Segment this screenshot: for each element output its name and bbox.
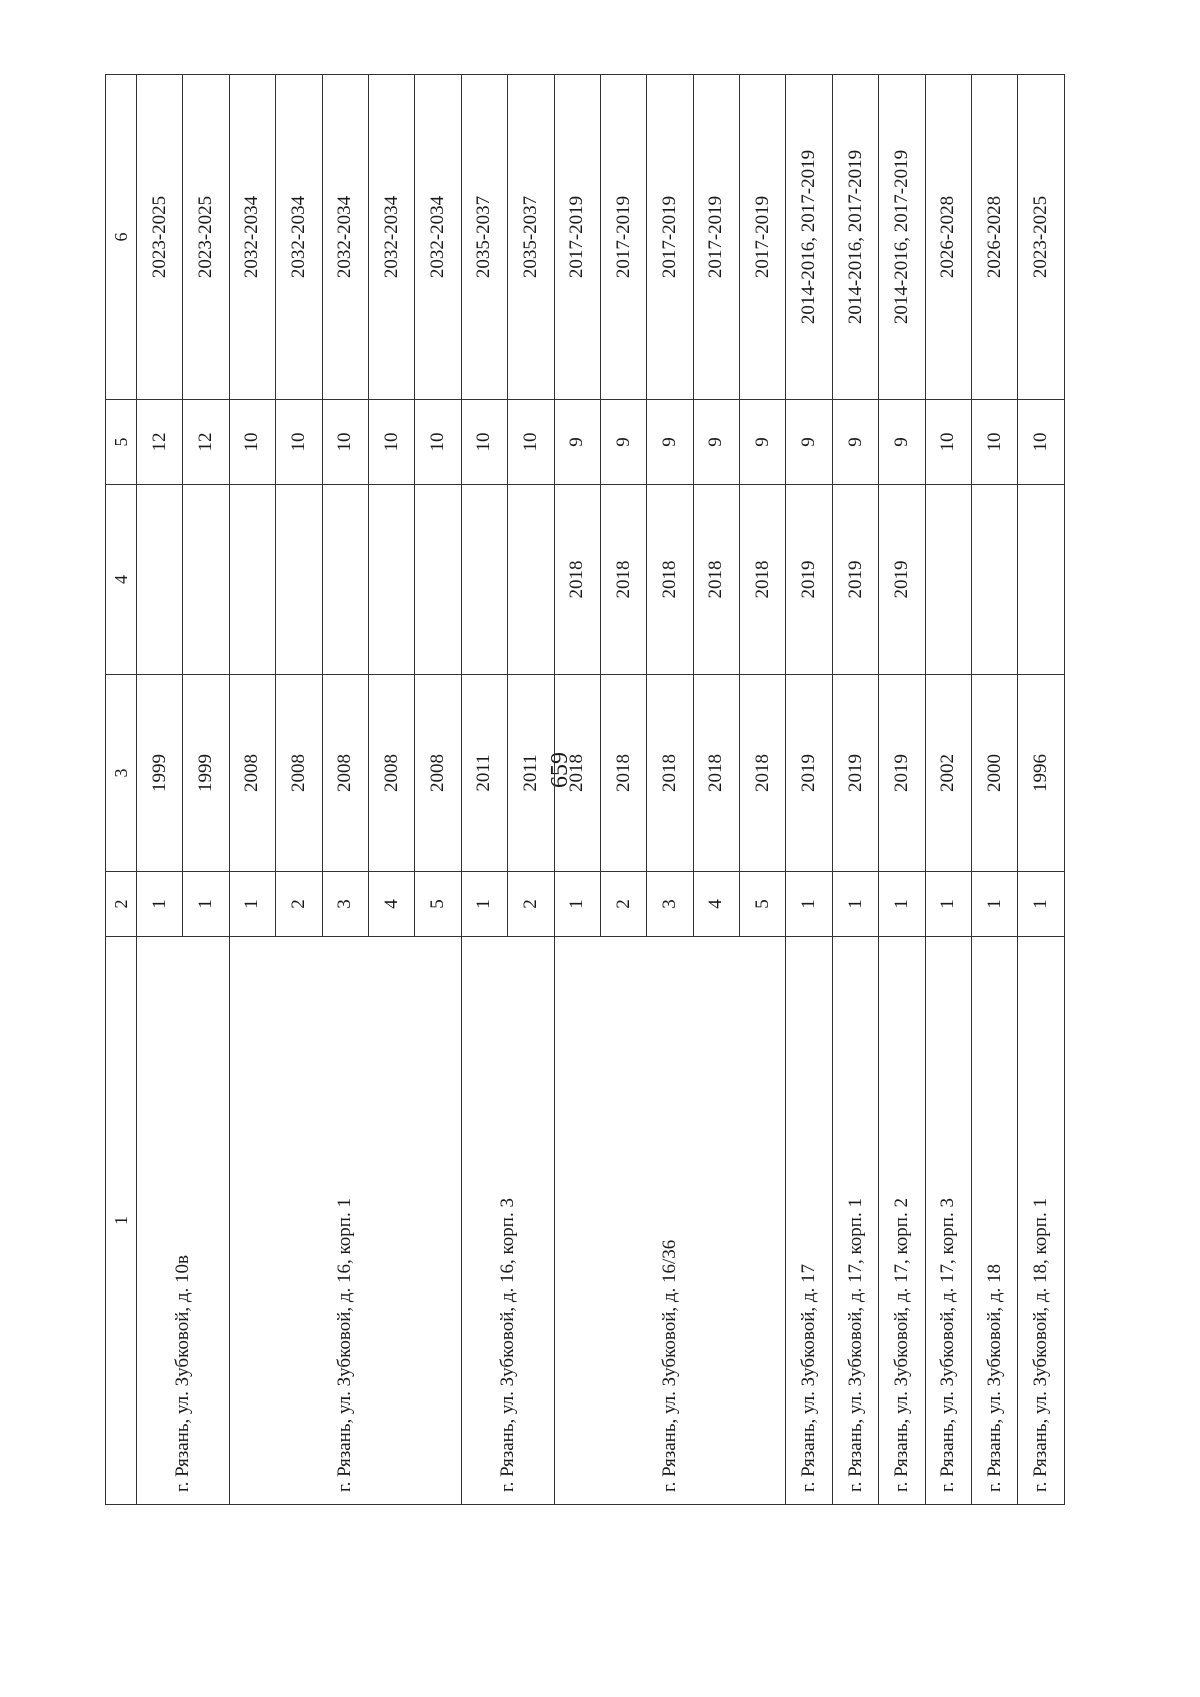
cell-c4: 2018 [740,485,786,675]
cell-c5: 9 [693,400,739,485]
page-number: 659 [547,752,573,788]
cell-c3: 2019 [832,675,878,872]
cell-c4: 2019 [832,485,878,675]
cell-c4 [183,485,229,675]
cell-c5: 10 [415,400,461,485]
cell-c6: 2032-2034 [415,75,461,400]
cell-c2: 1 [461,872,507,937]
cell-c6: 2032-2034 [368,75,414,400]
housing-table [105,74,1065,1505]
cell-c5: 9 [879,400,925,485]
cell-c6: 2026-2028 [972,75,1018,400]
cell-c2: 1 [879,872,925,937]
header-row [106,75,137,1505]
cell-c6: 2032-2034 [229,75,275,400]
cell-c2: 4 [693,872,739,937]
cell-c2: 2 [276,872,322,937]
cell-c4: 2018 [554,485,600,675]
cell-c6: 2026-2028 [925,75,971,400]
cell-c5: 10 [461,400,507,485]
address-cell: г. Рязань, ул. Зубковой, д. 16/36 [554,937,786,1505]
cell-c5: 10 [368,400,414,485]
cell-c4: 2018 [647,485,693,675]
table-row [461,75,507,1505]
cell-c6: 2032-2034 [276,75,322,400]
address-cell: г. Рязань, ул. Зубковой, д. 17 [786,937,832,1505]
cell-c3: 2018 [693,675,739,872]
cell-c3: 2011 [461,675,507,872]
address-cell: г. Рязань, ул. Зубковой, д. 16, корп. 3 [461,937,554,1505]
cell-c3: 2018 [554,675,600,872]
header-cell: 4 [106,485,137,675]
cell-c3: 2008 [368,675,414,872]
cell-c2: 1 [925,872,971,937]
cell-c5: 9 [786,400,832,485]
cell-c3: 2008 [322,675,368,872]
cell-c4 [461,485,507,675]
cell-c3: 1999 [183,675,229,872]
cell-c3: 2018 [740,675,786,872]
cell-c5: 10 [229,400,275,485]
header-cell: 6 [106,75,137,400]
cell-c2: 4 [368,872,414,937]
address-cell: г. Рязань, ул. Зубковой, д. 16, корп. 1 [229,937,461,1505]
cell-c4 [276,485,322,675]
cell-c2: 3 [322,872,368,937]
table-row [786,75,832,1505]
cell-c6: 2014-2016, 2017-2019 [832,75,878,400]
cell-c2: 1 [554,872,600,937]
address-cell: г. Рязань, ул. Зубковой, д. 17, корп. 3 [925,937,971,1505]
cell-c5: 10 [276,400,322,485]
cell-c4: 2018 [693,485,739,675]
address-cell: г. Рязань, ул. Зубковой, д. 18 [972,937,1018,1505]
cell-c2: 3 [647,872,693,937]
cell-c5: 10 [972,400,1018,485]
table-row [1018,75,1065,1505]
cell-c6: 2017-2019 [600,75,646,400]
cell-c6: 2014-2016, 2017-2019 [879,75,925,400]
cell-c5: 9 [647,400,693,485]
cell-c6: 2023-2025 [137,75,183,400]
cell-c2: 1 [832,872,878,937]
cell-c3: 2018 [647,675,693,872]
cell-c2: 5 [740,872,786,937]
cell-c4 [972,485,1018,675]
cell-c4 [415,485,461,675]
cell-c5: 9 [832,400,878,485]
cell-c4 [322,485,368,675]
cell-c4 [925,485,971,675]
cell-c3: 2008 [276,675,322,872]
cell-c3: 1996 [1018,675,1065,872]
cell-c5: 12 [183,400,229,485]
cell-c4 [1018,485,1065,675]
cell-c6: 2017-2019 [693,75,739,400]
address-cell: г. Рязань, ул. Зубковой, д. 10в [137,937,230,1505]
table-row [972,75,1018,1505]
cell-c3: 2018 [600,675,646,872]
cell-c4 [137,485,183,675]
cell-c2: 1 [137,872,183,937]
cell-c5: 9 [600,400,646,485]
header-cell: 3 [106,675,137,872]
cell-c6: 2023-2025 [1018,75,1065,400]
cell-c5: 10 [1018,400,1065,485]
cell-c2: 2 [508,872,554,937]
table-row [229,75,275,1505]
cell-c3: 2002 [925,675,971,872]
cell-c3: 2011 [508,675,554,872]
cell-c3: 2019 [786,675,832,872]
table-container [105,75,1065,1505]
cell-c6: 2032-2034 [322,75,368,400]
cell-c4 [508,485,554,675]
cell-c3: 1999 [137,675,183,872]
cell-c4 [368,485,414,675]
table-row [832,75,878,1505]
table-row [925,75,971,1505]
table-body [106,75,1065,1505]
table-row [879,75,925,1505]
cell-c2: 1 [183,872,229,937]
cell-c2: 1 [786,872,832,937]
cell-c6: 2017-2019 [740,75,786,400]
header-cell: 1 [106,937,137,1505]
address-cell: г. Рязань, ул. Зубковой, д. 17, корп. 2 [879,937,925,1505]
cell-c5: 12 [137,400,183,485]
header-cell: 2 [106,872,137,937]
cell-c5: 10 [508,400,554,485]
address-cell: г. Рязань, ул. Зубковой, д. 17, корп. 1 [832,937,878,1505]
cell-c3: 2008 [229,675,275,872]
cell-c2: 1 [972,872,1018,937]
cell-c3: 2000 [972,675,1018,872]
cell-c2: 1 [229,872,275,937]
cell-c3: 2019 [879,675,925,872]
cell-c4 [229,485,275,675]
cell-c6: 2023-2025 [183,75,229,400]
cell-c3: 2008 [415,675,461,872]
cell-c5: 10 [925,400,971,485]
address-cell: г. Рязань, ул. Зубковой, д. 18, корп. 1 [1018,937,1065,1505]
cell-c4: 2019 [879,485,925,675]
table-row [137,75,183,1505]
header-cell: 5 [106,400,137,485]
cell-c4: 2019 [786,485,832,675]
cell-c2: 2 [600,872,646,937]
cell-c6: 2017-2019 [647,75,693,400]
cell-c5: 9 [740,400,786,485]
cell-c6: 2017-2019 [554,75,600,400]
cell-c6: 2035-2037 [461,75,507,400]
cell-c6: 2035-2037 [508,75,554,400]
cell-c5: 9 [554,400,600,485]
cell-c4: 2018 [600,485,646,675]
cell-c6: 2014-2016, 2017-2019 [786,75,832,400]
cell-c2: 1 [1018,872,1065,937]
cell-c5: 10 [322,400,368,485]
table-row [554,75,600,1505]
cell-c2: 5 [415,872,461,937]
